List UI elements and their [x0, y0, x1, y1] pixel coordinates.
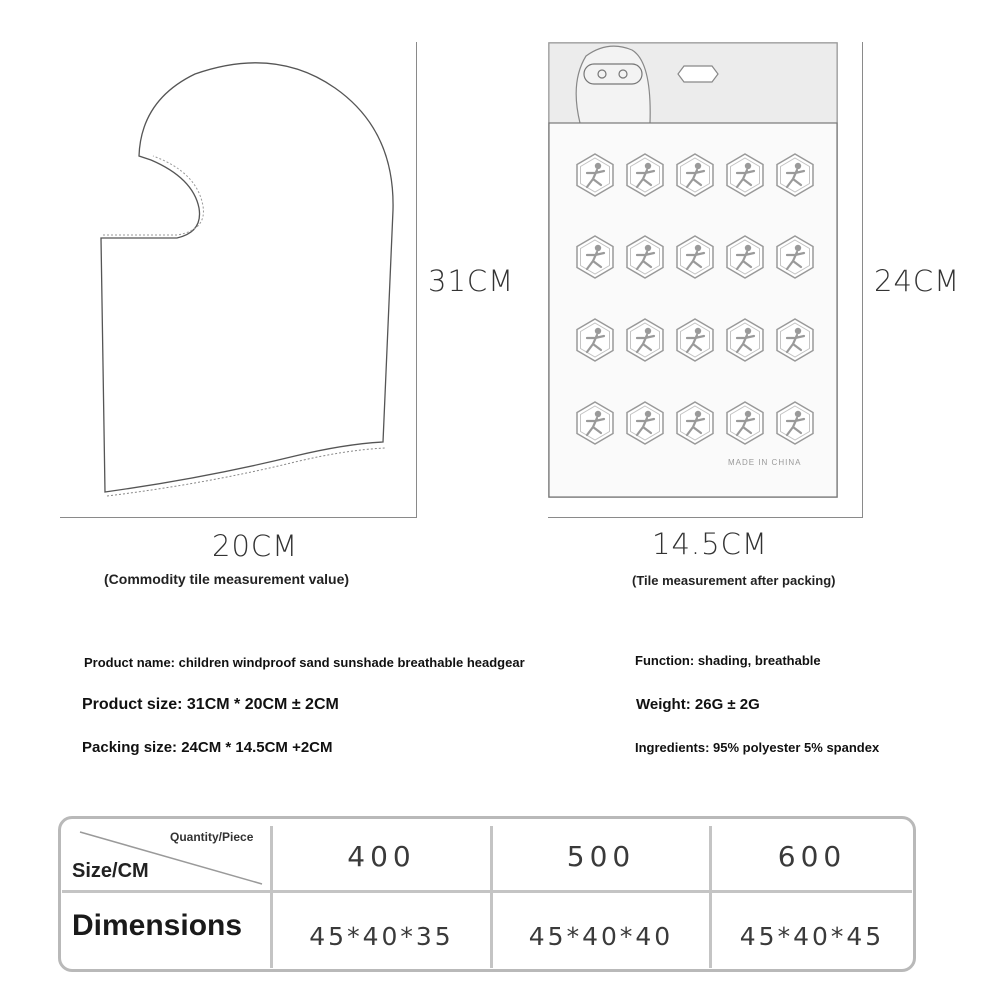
left-width-label: 20CM [212, 529, 299, 563]
quantity-cell: 500 [566, 840, 636, 873]
right-height-label: 24CM [874, 264, 961, 298]
quantity-cell: 400 [347, 840, 416, 873]
sport-icons [570, 150, 820, 450]
spec-product-name: Product name: children windproof sand sunshade breathable headgear [84, 655, 525, 670]
left-width-line [60, 517, 417, 518]
dimension-cell: 45*40*40 [528, 922, 674, 951]
right-caption: (Tile measurement after packing) [632, 573, 836, 588]
table-header-size: Size/CM [72, 860, 149, 882]
spec-ingredients: Ingredients: 95% polyester 5% spandex [635, 740, 880, 755]
left-height-line [416, 42, 417, 517]
spec-product-size: Product size: 31CM * 20CM ± 2CM [82, 696, 339, 713]
left-caption: (Commodity tile measurement value) [104, 571, 350, 587]
spec-weight: Weight: 26G ± 2G [636, 696, 760, 713]
balaclava-figure [95, 60, 405, 520]
package-print: MADE IN CHINA [728, 458, 802, 467]
right-width-line [548, 517, 863, 518]
dimension-cell: 45*40*45 [739, 922, 885, 951]
left-height-label: 31CM [428, 264, 515, 298]
right-height-line [862, 42, 863, 517]
balaclava-outline-icon [95, 60, 405, 520]
table-row-divider [62, 890, 912, 893]
table-header-quantity: Quantity/Piece [170, 830, 254, 844]
sport-icons-grid [570, 150, 820, 450]
table-row-label-dimensions: Dimensions [72, 909, 243, 942]
dimension-cell: 45*40*35 [309, 922, 454, 951]
quantity-cell: 600 [777, 840, 847, 873]
spec-packing-size: Packing size: 24CM * 14.5CM +2CM [82, 739, 333, 756]
right-width-label: 14.5CM [652, 527, 768, 561]
spec-function: Function: shading, breathable [635, 653, 821, 668]
